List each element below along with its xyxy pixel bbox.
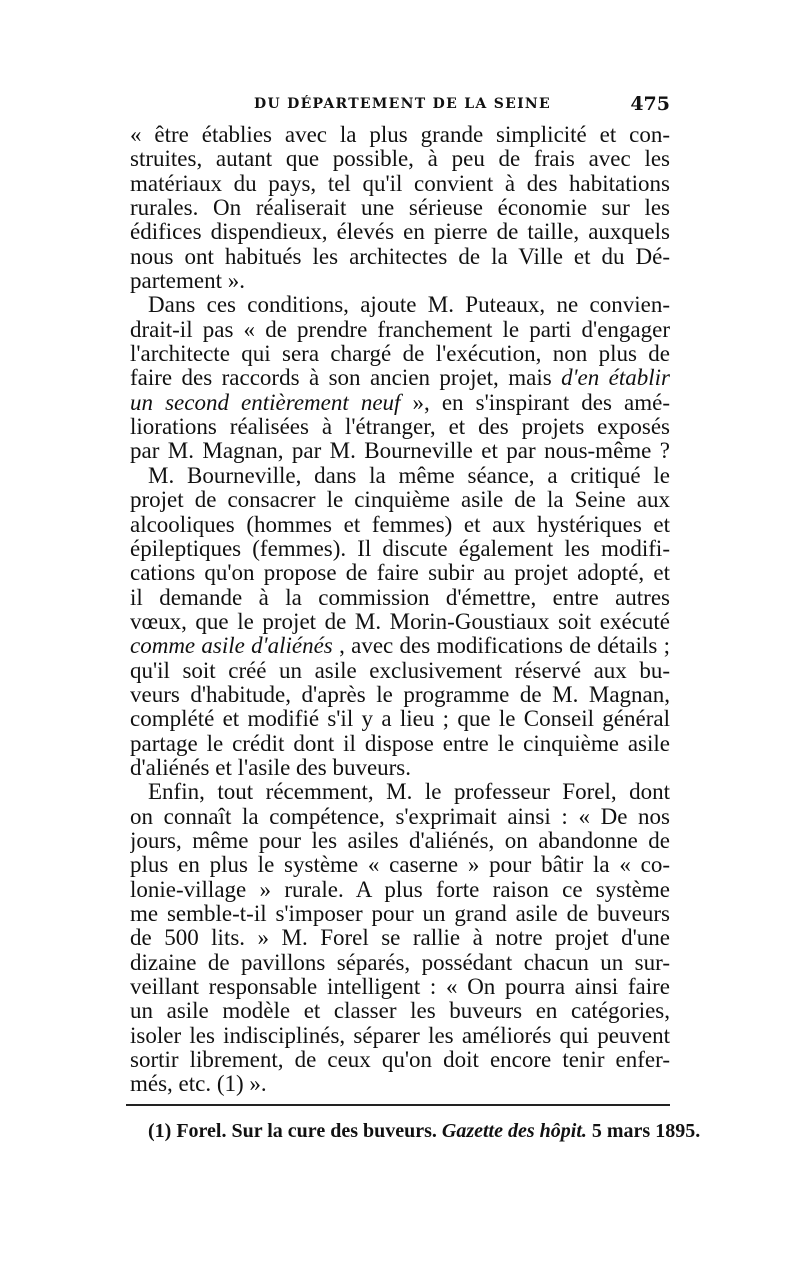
- text-line: d'aliénés et l'asile des buveurs.: [130, 755, 412, 780]
- text-line: « être établies avec la plus grande simplicité et con-: [130, 123, 670, 147]
- footnote-date: 5 mars 1895.: [591, 1120, 701, 1142]
- text-segment: , avec des modifications de détails ;: [339, 634, 670, 659]
- text-line: partage le crédit dont il dispose entre le cinquième asile: [130, 731, 670, 756]
- footnote-rule: [126, 1104, 670, 1106]
- text-line: sortir librement, de ceux qu'on doit encore tenir enfer-: [130, 1048, 670, 1073]
- text-line: édifices dispendieux, élevés en pierre de taille, auxquels: [130, 220, 670, 245]
- text-line: Dans ces conditions, ajoute M. Puteaux, ne convien-: [148, 293, 670, 318]
- text-line: dizaine de pavillons séparés, possédant chacun un sur-: [130, 950, 670, 975]
- text-line: [130, 634, 670, 658]
- text-line: M. Bourneville, dans la même séance, a critiqué le: [148, 463, 670, 488]
- text-line: vœux, que le projet de M. Morin-Goustiaux soit exécuté: [130, 609, 670, 634]
- text-line: partement ».: [130, 269, 245, 294]
- text-line: jours, même pour les asiles d'aliénés, on abandonne de: [130, 828, 670, 853]
- footnote-journal: Gazette des hôpit.: [441, 1120, 587, 1142]
- text-line: l'architecte qui sera chargé de l'exécution, non plus de: [130, 342, 670, 367]
- italic-phrase: d'en établir: [561, 366, 670, 391]
- text-line: alcooliques (hommes et femmes) et aux hystériques et: [130, 512, 670, 537]
- text-line: il demande à la commission d'émettre, entre autres: [130, 585, 670, 610]
- text-line: isoler les indisciplinés, séparer les améliorés qui peuvent: [130, 1023, 670, 1048]
- text-segment: », en s'inspirant des amé-: [412, 390, 670, 415]
- text-line: de 500 lits. » M. Forel se rallie à notre projet d'une: [130, 926, 670, 951]
- text-line: par M. Magnan, par M. Bourneville et par nous-même ?: [130, 439, 670, 464]
- text-line: veillant responsable intelligent : « On pourra ainsi faire: [130, 975, 670, 1000]
- text-line: drait-il pas « de prendre franchement le parti d'engager: [130, 317, 670, 342]
- body-text: [130, 123, 670, 1097]
- text-line: matériaux du pays, tel qu'il convient à des habitations: [130, 171, 670, 196]
- text-line: [130, 391, 670, 415]
- text-line: me semble-t-il s'imposer pour un grand asile de buveurs: [130, 902, 670, 926]
- footnote-text: (1) Forel. Sur la cure des buveurs.: [148, 1120, 437, 1142]
- text-line: Enfin, tout récemment, M. le professeur Forel, dont: [148, 780, 670, 805]
- italic-phrase: comme asile d'aliénés: [130, 634, 333, 659]
- text-line: liorations réalisées à l'étranger, et des projets exposés: [130, 415, 670, 440]
- text-line: qu'il soit créé un asile exclusivement réservé aux bu-: [130, 658, 670, 683]
- text-line: épileptiques (femmes). Il discute également les modifi-: [130, 536, 670, 561]
- text-line: projet de consacrer le cinquième asile de la Seine aux: [130, 488, 670, 513]
- page-number: 475: [630, 93, 670, 115]
- text-line: lonie-village » rurale. A plus forte raison ce système: [130, 877, 670, 902]
- text-line: complété et modifié s'il y a lieu ; que le Conseil général: [130, 707, 670, 732]
- text-line: més, etc. (1) ».: [130, 1072, 267, 1097]
- text-line: cations qu'on propose de faire subir au projet adopté, et: [130, 561, 670, 586]
- footnote: [148, 1120, 701, 1143]
- text-line: on connaît la compétence, s'exprimait ainsi : « De nos: [130, 804, 670, 829]
- text-line: veurs d'habitude, d'après le programme de M. Magnan,: [130, 682, 670, 707]
- running-head: DU DÉPARTEMENT DE LA SEINE: [254, 96, 552, 112]
- text-segment: faire des raccords à son ancien projet, mais: [130, 366, 552, 391]
- text-line: plus en plus le système « caserne » pour bâtir la « co-: [130, 853, 670, 878]
- page-header: [130, 93, 670, 119]
- italic-phrase: un second entièrement neuf: [130, 390, 401, 415]
- text-line: [130, 366, 670, 390]
- text-line: rurales. On réaliserait une sérieuse économie sur les: [130, 196, 670, 221]
- text-line: struites, autant que possible, à peu de frais avec les: [130, 147, 670, 172]
- text-line: nous ont habitués les architectes de la Ville et du Dé-: [130, 244, 670, 269]
- text-line: un asile modèle et classer les buveurs en catégories,: [130, 999, 670, 1024]
